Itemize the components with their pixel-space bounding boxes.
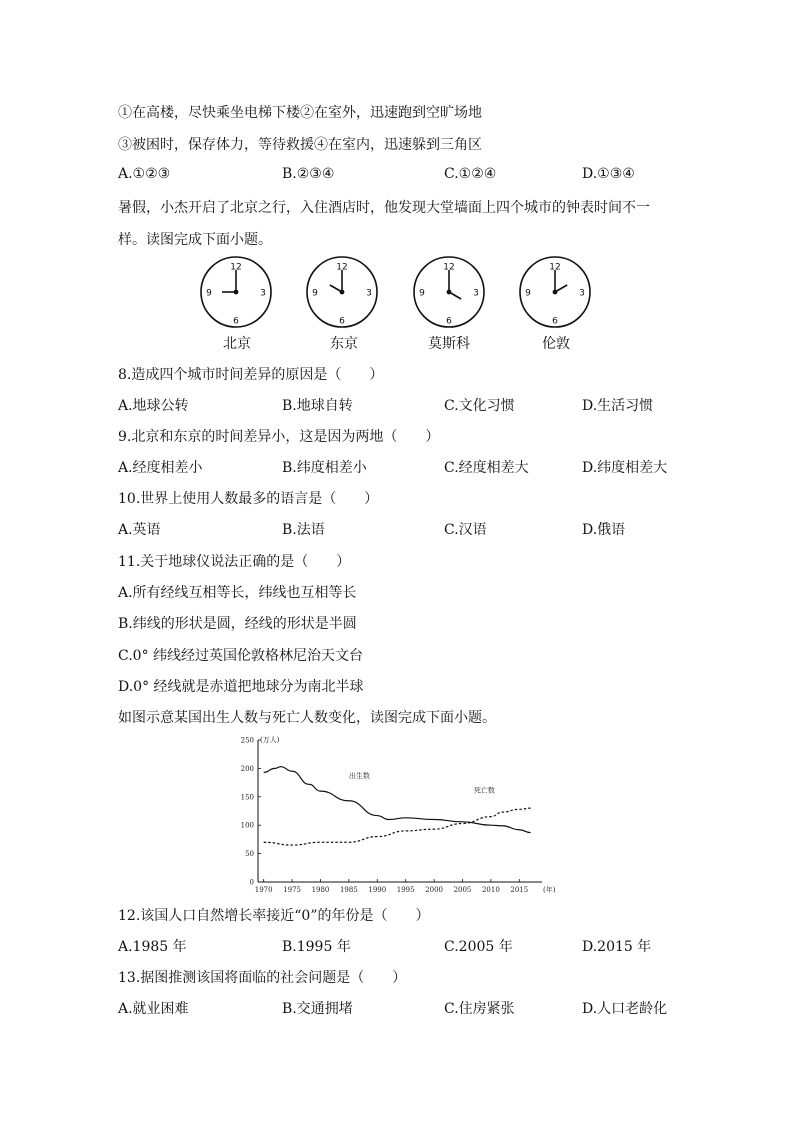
x-tick-label: 1990 [368, 886, 387, 894]
q7-option-c[interactable]: C.①②④ [444, 166, 497, 182]
x-tick-label: 1980 [311, 886, 330, 894]
q12-option-d[interactable]: D.2015 年 [582, 939, 652, 955]
clock-intro-line-1: 暑假，小杰开启了北京之行，入住酒店时，他发现大堂墙面上四个城市的钟表时间不一 [118, 200, 650, 216]
q9-option-b[interactable]: B.纬度相差小 [282, 460, 367, 476]
clock-numeral: 12 [230, 262, 242, 273]
x-tick-label: 2005 [453, 886, 472, 894]
city-label-moscow: 莫斯科 [428, 336, 470, 352]
q9-option-d[interactable]: D.纬度相差大 [582, 460, 668, 476]
q13-option-a[interactable]: A.就业困难 [118, 1001, 189, 1017]
clock-numeral: 6 [552, 316, 558, 327]
q13-option-b[interactable]: B.交通拥堵 [282, 1001, 353, 1017]
city-label-london: 伦敦 [542, 336, 570, 352]
q12-option-b[interactable]: B.1995 年 [282, 939, 351, 955]
y-tick-label: 200 [240, 764, 254, 773]
series-label-deaths: 死亡数 [473, 786, 495, 795]
q11-option-c[interactable]: C.0° 纬线经过英国伦敦格林尼治天文台 [118, 648, 364, 664]
clock-2 [307, 257, 377, 327]
clock-center [234, 290, 239, 295]
clock-numeral: 9 [525, 288, 531, 299]
y-tick-label: 50 [245, 850, 254, 859]
clock-numeral: 6 [339, 316, 345, 327]
x-tick-label: 1975 [283, 886, 301, 894]
y-tick-label: 100 [240, 821, 254, 830]
clock-numeral: 3 [366, 288, 372, 299]
q13-option-d[interactable]: D.人口老龄化 [582, 1001, 668, 1017]
y-tick-label: 150 [240, 793, 254, 802]
clock-1 [201, 257, 271, 327]
q11-option-a[interactable]: A.所有经线互相等长，纬线也互相等长 [118, 585, 357, 601]
x-tick-label: 1970 [254, 886, 273, 894]
clock-numeral: 3 [579, 288, 585, 299]
clock-center [553, 290, 558, 295]
q9-option-c[interactable]: C.经度相差大 [444, 460, 529, 476]
question-11: 11.关于地球仪说法正确的是（ ） [118, 554, 351, 570]
clock-numeral: 12 [549, 262, 561, 273]
q10-option-a[interactable]: A.英语 [118, 522, 161, 538]
clock-numeral: 9 [312, 288, 318, 299]
q10-option-b[interactable]: B.法语 [282, 522, 325, 538]
clock-intro-line-2: 样。读图完成下面小题。 [118, 232, 272, 248]
clock-figure [196, 252, 606, 334]
x-tick-label: 2015 [510, 886, 529, 894]
q11-option-d[interactable]: D.0° 经线就是赤道把地球分为南北半球 [118, 679, 364, 695]
clock-numeral: 6 [446, 316, 452, 327]
series-label-births: 出生数 [348, 772, 370, 781]
q7-option-d[interactable]: D.①③④ [582, 166, 635, 182]
question-12: 12.该国人口自然增长率接近“0”的年份是（ ） [118, 908, 430, 924]
statement-1: ①在高楼，尽快乘坐电梯下楼②在室外，迅速跑到空旷场地 [118, 105, 482, 121]
x-tick-label: 1995 [396, 886, 415, 894]
y-tick-label: 0 [249, 878, 254, 887]
clock-center [447, 290, 452, 295]
x-unit-label: (年) [543, 886, 556, 894]
clock-numeral: 6 [233, 316, 239, 327]
x-tick-label: 1985 [339, 886, 358, 894]
clock-numeral: 9 [206, 288, 212, 299]
population-chart [228, 730, 564, 896]
clock-4 [520, 257, 590, 327]
chart-intro: 如图示意某国出生人数与死亡人数变化，读图完成下面小题。 [118, 710, 496, 726]
question-13: 13.据图推测该国将面临的社会问题是（ ） [118, 970, 407, 986]
city-label-beijing: 北京 [223, 336, 251, 352]
q10-option-c[interactable]: C.汉语 [444, 522, 487, 538]
city-label-tokyo: 东京 [330, 336, 358, 352]
clock-center [340, 290, 345, 295]
q12-option-a[interactable]: A.1985 年 [118, 939, 187, 955]
q8-option-b[interactable]: B.地球自转 [282, 398, 353, 414]
question-9: 9.北京和东京的时间差异小，这是因为两地（ ） [118, 429, 440, 445]
q8-option-c[interactable]: C.文化习惯 [444, 398, 515, 414]
clock-3 [414, 257, 484, 327]
clock-numeral: 9 [419, 288, 425, 299]
clock-numeral: 3 [260, 288, 266, 299]
y-unit-label: (万人) [260, 736, 280, 744]
q11-option-b[interactable]: B.纬线的形状是圆，经线的形状是半圆 [118, 616, 357, 632]
q7-option-a[interactable]: A.①②③ [118, 166, 171, 182]
y-tick-label: 250 [240, 736, 254, 745]
clock-numeral: 12 [443, 262, 455, 273]
clock-numeral: 12 [336, 262, 348, 273]
q12-option-c[interactable]: C.2005 年 [444, 939, 513, 955]
series-line-births [264, 767, 531, 833]
q7-option-b[interactable]: B.②③④ [282, 166, 335, 182]
q10-option-d[interactable]: D.俄语 [582, 522, 626, 538]
q8-option-a[interactable]: A.地球公转 [118, 398, 189, 414]
question-8: 8.造成四个城市时间差异的原因是（ ） [118, 367, 384, 383]
q13-option-c[interactable]: C.住房紧张 [444, 1001, 515, 1017]
x-tick-label: 2010 [481, 886, 500, 894]
statement-2: ③被困时，保存体力，等待救援④在室内，迅速躲到三角区 [118, 137, 482, 153]
series-line-deaths [264, 808, 531, 845]
clock-numeral: 3 [473, 288, 479, 299]
q9-option-a[interactable]: A.经度相差小 [118, 460, 203, 476]
x-tick-label: 2000 [425, 886, 443, 894]
q8-option-d[interactable]: D.生活习惯 [582, 398, 654, 414]
question-10: 10.世界上使用人数最多的语言是（ ） [118, 491, 379, 507]
